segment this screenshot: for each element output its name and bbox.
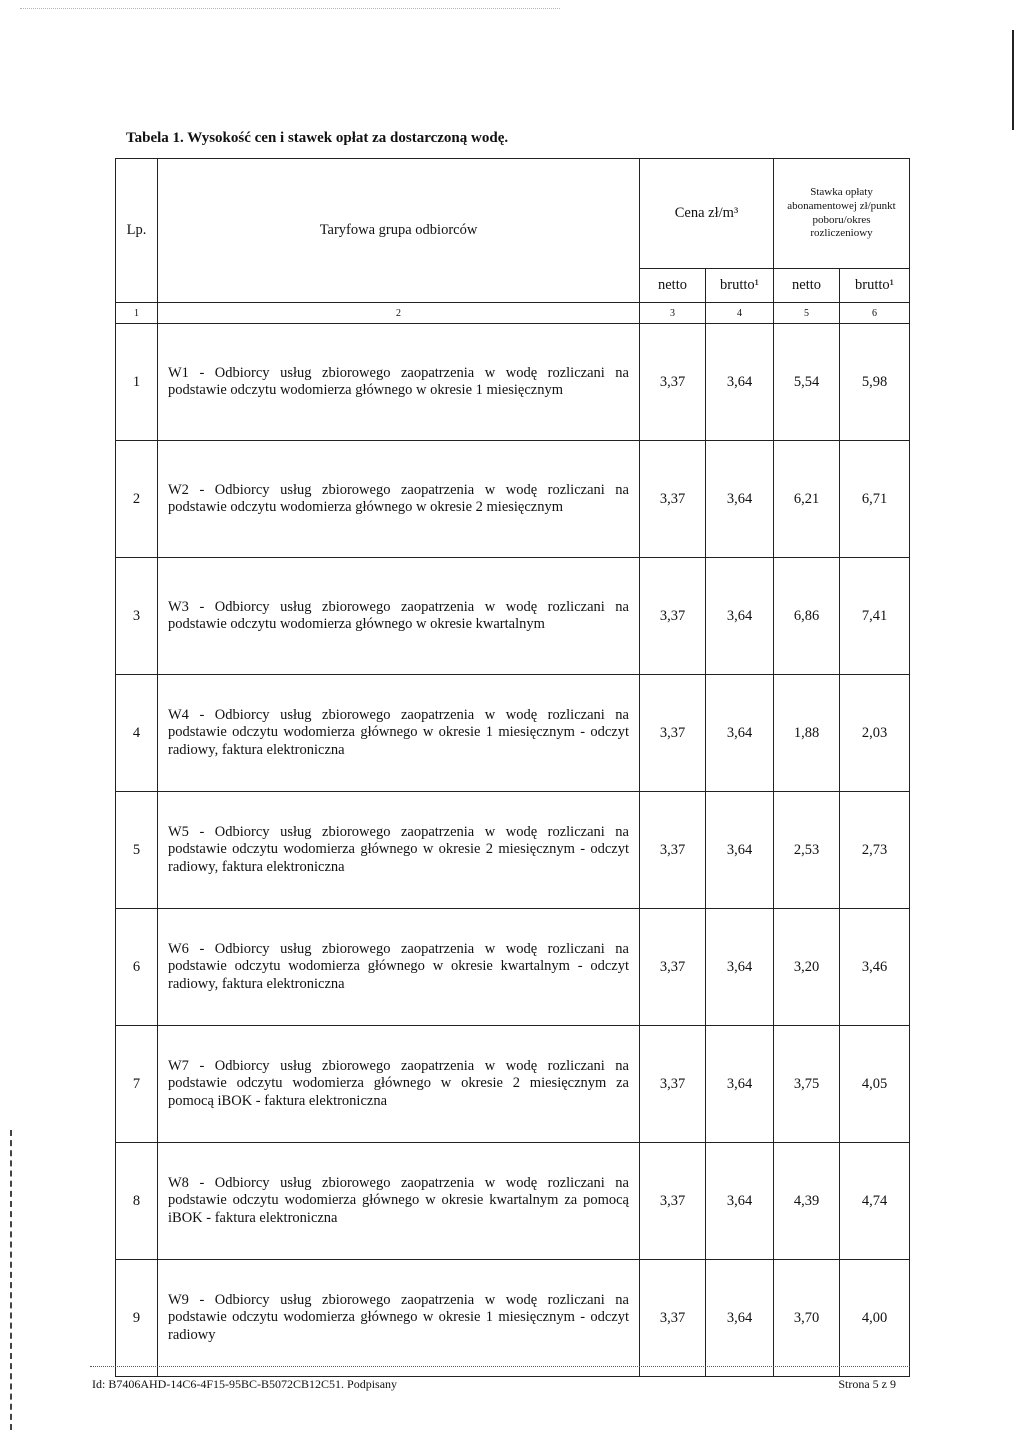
fee-netto: 3,20 [774, 909, 840, 1026]
fee-brutto: 2,03 [840, 675, 910, 792]
fee-netto: 2,53 [774, 792, 840, 909]
table-row [116, 441, 910, 558]
price-netto: 3,37 [640, 324, 706, 441]
row-description: W9 - Odbiorcy usług zbiorowego zaopatrzenia w wodę rozliczani na podstawie odczytu wodomierza głównego w okresie 1 miesięcznym - odczyt radiowy [158, 1260, 640, 1377]
price-netto: 3,37 [640, 1026, 706, 1143]
col-number: 3 [640, 303, 706, 324]
fee-brutto: 2,73 [840, 792, 910, 909]
row-description: W4 - Odbiorcy usług zbiorowego zaopatrzenia w wodę rozliczani na podstawie odczytu wodomierza głównego w okresie 1 miesięcznym - odczyt radiowy, faktura elektroniczna [158, 675, 640, 792]
price-netto: 3,37 [640, 441, 706, 558]
fee-brutto: 4,74 [840, 1143, 910, 1260]
price-brutto: 3,64 [706, 1026, 774, 1143]
header-price: Cena zł/m³ [640, 159, 774, 269]
row-description: W5 - Odbiorcy usług zbiorowego zaopatrzenia w wodę rozliczani na podstawie odczytu wodomierza głównego w okresie 2 miesięcznym - odczyt radiowy, faktura elektroniczna [158, 792, 640, 909]
table-row [116, 324, 910, 441]
price-brutto: 3,64 [706, 792, 774, 909]
fee-brutto: 3,46 [840, 909, 910, 1026]
table-row [116, 1260, 910, 1377]
table-row [116, 909, 910, 1026]
scan-edge-right [1012, 30, 1014, 130]
fee-brutto: 7,41 [840, 558, 910, 675]
price-brutto: 3,64 [706, 558, 774, 675]
row-description: W6 - Odbiorcy usług zbiorowego zaopatrzenia w wodę rozliczani na podstawie odczytu wodomierza głównego w okresie kwartalnym - odczyt radiowy, faktura elektroniczna [158, 909, 640, 1026]
fee-netto: 3,70 [774, 1260, 840, 1377]
price-netto: 3,37 [640, 1260, 706, 1377]
price-netto: 3,37 [640, 1143, 706, 1260]
column-number-row [116, 303, 910, 324]
table-row [116, 1026, 910, 1143]
fee-netto: 3,75 [774, 1026, 840, 1143]
scan-artifact-top [20, 8, 560, 21]
row-lp: 1 [116, 324, 158, 441]
col-number: 4 [706, 303, 774, 324]
row-lp: 3 [116, 558, 158, 675]
row-lp: 6 [116, 909, 158, 1026]
row-description: W7 - Odbiorcy usług zbiorowego zaopatrzenia w wodę rozliczani na podstawie odczytu wodomierza głównego w okresie 2 miesięcznym za pomocą iBOK - faktura elektroniczna [158, 1026, 640, 1143]
row-description: W8 - Odbiorcy usług zbiorowego zaopatrzenia w wodę rozliczani na podstawie odczytu wodomierza głównego w okresie kwartalnym za pomocą iBOK - faktura elektroniczna [158, 1143, 640, 1260]
col-number: 5 [774, 303, 840, 324]
fee-brutto: 4,00 [840, 1260, 910, 1377]
price-netto: 3,37 [640, 792, 706, 909]
table-row [116, 558, 910, 675]
page-number: Strona 5 z 9 [838, 1377, 896, 1391]
table-row [116, 675, 910, 792]
col-number: 6 [840, 303, 910, 324]
row-lp: 2 [116, 441, 158, 558]
document-id: Id: B7406AHD-14C6-4F15-95BC-B5072CB12C51. Podpisany [92, 1377, 398, 1391]
fee-netto: 4,39 [774, 1143, 840, 1260]
table-row [116, 792, 910, 909]
col-number: 2 [158, 303, 640, 324]
header-price-brutto: brutto¹ [706, 269, 774, 303]
row-description: W1 - Odbiorcy usług zbiorowego zaopatrzenia w wodę rozliczani na podstawie odczytu wodomierza głównego w okresie 1 miesięcznym [158, 324, 640, 441]
price-brutto: 3,64 [706, 1143, 774, 1260]
price-brutto: 3,64 [706, 909, 774, 1026]
table-row [116, 1143, 910, 1260]
price-brutto: 3,64 [706, 1260, 774, 1377]
footer-divider [90, 1366, 910, 1367]
header-fee-brutto: brutto¹ [840, 269, 910, 303]
row-lp: 4 [116, 675, 158, 792]
row-lp: 8 [116, 1143, 158, 1260]
tariff-table [115, 158, 910, 1377]
header-row-1 [116, 159, 910, 269]
header-price-netto: netto [640, 269, 706, 303]
table-caption: Tabela 1. Wysokość cen i stawek opłat za dostarczoną wodę. [126, 130, 509, 146]
fee-netto: 5,54 [774, 324, 840, 441]
row-lp: 5 [116, 792, 158, 909]
fee-brutto: 5,98 [840, 324, 910, 441]
fee-netto: 1,88 [774, 675, 840, 792]
price-brutto: 3,64 [706, 675, 774, 792]
scan-edge-left [10, 1130, 14, 1430]
fee-netto: 6,86 [774, 558, 840, 675]
header-group: Taryfowa grupa odbiorców [158, 159, 640, 303]
price-netto: 3,37 [640, 558, 706, 675]
header-fee: Stawka opłaty abonamentowej zł/punkt poboru/okres rozliczeniowy [774, 159, 910, 269]
price-brutto: 3,64 [706, 324, 774, 441]
fee-brutto: 6,71 [840, 441, 910, 558]
fee-netto: 6,21 [774, 441, 840, 558]
price-netto: 3,37 [640, 675, 706, 792]
header-lp: Lp. [116, 159, 158, 303]
price-brutto: 3,64 [706, 441, 774, 558]
price-netto: 3,37 [640, 909, 706, 1026]
row-lp: 9 [116, 1260, 158, 1377]
col-number: 1 [116, 303, 158, 324]
row-description: W3 - Odbiorcy usług zbiorowego zaopatrzenia w wodę rozliczani na podstawie odczytu wodomierza głównego w okresie kwartalnym [158, 558, 640, 675]
header-fee-netto: netto [774, 269, 840, 303]
fee-brutto: 4,05 [840, 1026, 910, 1143]
row-description: W2 - Odbiorcy usług zbiorowego zaopatrzenia w wodę rozliczani na podstawie odczytu wodomierza głównego w okresie 2 miesięcznym [158, 441, 640, 558]
row-lp: 7 [116, 1026, 158, 1143]
